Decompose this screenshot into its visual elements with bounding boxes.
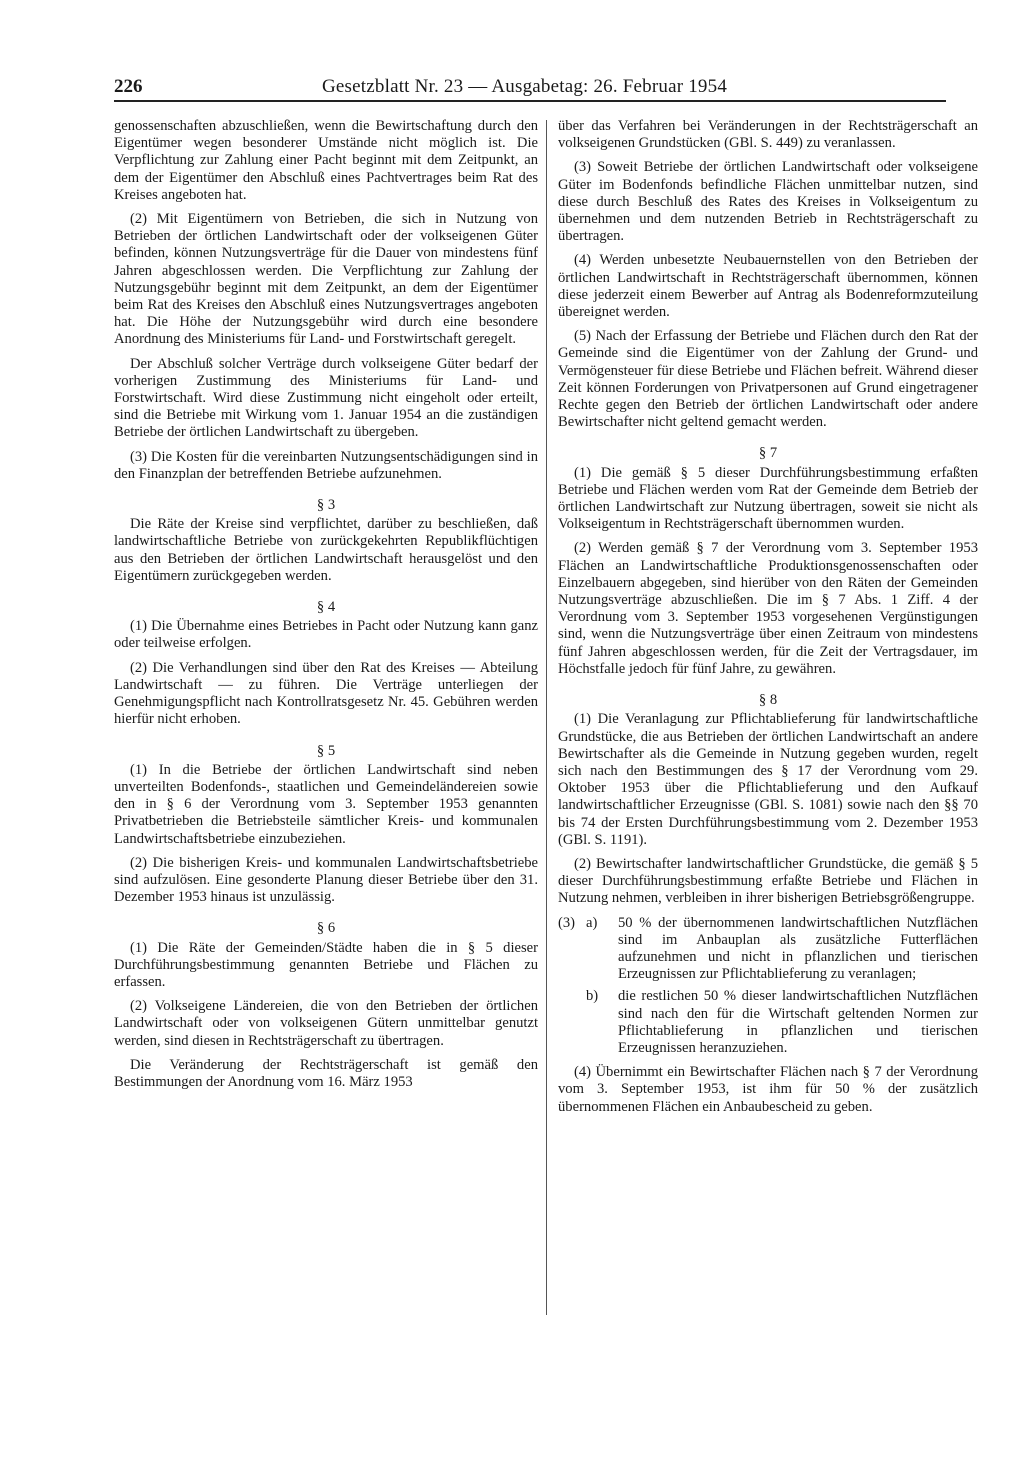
- paragraph: (1) Die Veranlagung zur Pflichtablieferung für landwirtschaftliche Grundstücke, die aus Betrieben der örtlichen Landwirtschaft an andere Bewirtschafter als die Gemeinde in Nutzung gegeben wurden, regelt sich nach den Bestimmungen des § 17 der Verordnung vom 29. Oktober 1953 über die Pflichtablieferung und den Aufkauf landwirtschaftlicher Erzeugnisse (GBl. S. 1081) sowie nach den §§ 70 bis 74 der Ersten Durchführungsbestimmung vom 2. Dezember 1953 (GBl. S. 1191).: [558, 711, 978, 848]
- paragraph: (2) Die Verhandlungen sind über den Rat des Kreises — Abteilung Landwirtschaft — zu führen. Die Verträge unterliegen der Genehmigungspflicht nach Kontrollratsgesetz Nr. 45. Gebühren werden hierfür nicht erhoben.: [114, 659, 538, 728]
- paragraph: (4) Übernimmt ein Bewirtschafter Flächen nach § 7 der Verordnung vom 3. September 1953, ist ihm für 50 % der zusätzlich übernommenen Flächen ein Anbaubescheid zu geben.: [558, 1064, 978, 1115]
- section-heading: § 3: [316, 497, 336, 514]
- paragraph: (2) Werden gemäß § 7 der Verordnung vom 3. September 1953 Flächen an Landwirtschaftliche Produktionsgenossenschaften oder Einzelbauern abgegeben, sind hierüber von den Räten der Gemeinden Nutzungsverträge abzuschließen. Die im § 7 Abs. 1 Ziff. 4 der Verordnung vom 3. September 1953 vorgesehenen Vergünstigungen sind, wenn die Nutzungsverträge über einen Zeitraum von mindestens fünf Jahren abgeschlossen werden, für die Zeit der Vertragsdauer, im Höchstfalle jedoch für fünf Jahre, zu gewähren.: [558, 540, 978, 677]
- section-heading: § 5: [316, 742, 336, 759]
- list-number: (3): [558, 914, 576, 931]
- paragraph: (1) Die gemäß § 5 dieser Durchführungsbestimmung erfaßten Betriebe und Flächen werden vom Rat der Gemeinde dem Betrieb der örtlichen Landwirtschaft zur Nutzung übertragen, soweit sie nicht als Volkseigentum in Rechtsträgerschaft übernommen wurden.: [558, 464, 978, 533]
- paragraph: (1) In die Betriebe der örtlichen Landwirtschaft sind neben unverteilten Bodenfonds-, staatlichen und Gemeindeländereien sowie den in § 6 der Verordnung vom 3. September 1953 genannten Privatbetrieben die Betriebsteile sämtlicher Kreis- und kommunalen Landwirtschaftsbetriebe einzubeziehen.: [114, 761, 538, 847]
- section-heading: § 7: [758, 445, 778, 462]
- right-column: [558, 118, 978, 1123]
- list-item-text: 50 % der übernommenen landwirtschaftlichen Nutzflächen sind im Anbauplan als zusätzliche Futterflächen aufzunehmen und nicht in pflanzlichen und tierischen Erzeugnissen zur Pflichtablieferung zu veranlagen;: [618, 914, 978, 983]
- paragraph: Die Veränderung der Rechtsträgerschaft ist gemäß den Bestimmungen der Anordnung vom 16. März 1953: [114, 1056, 538, 1090]
- paragraph: (3) Die Kosten für die vereinbarten Nutzungsentschädigungen sind in den Finanzplan der betreffenden Betriebe aufzunehmen.: [114, 448, 538, 482]
- section-heading: § 6: [316, 920, 336, 937]
- list-letter: a): [586, 914, 598, 931]
- page-title: Gesetzblatt Nr. 23 — Ausgabetag: 26. Februar 1954: [322, 76, 728, 97]
- paragraph: (2) Bewirtschafter landwirtschaftlicher Grundstücke, die gemäß § 5 dieser Durchführungsbestimmung erfaßte Betriebe und Flächen in Nutzung nehmen, verbleiben in ihrer bisherigen Betriebsgrößengruppe.: [558, 855, 978, 907]
- paragraph: (2) Volkseigene Ländereien, die von den Betrieben der örtlichen Landwirtschaft oder von volkseigenen Gütern unmittelbar genutzt werden, sind diesen in Rechtsträgerschaft zu übertragen.: [114, 998, 538, 1049]
- list-item: [558, 915, 978, 984]
- paragraph: genossenschaften abzuschließen, wenn die Bewirtschaftung durch den Eigentümer wegen besonderer Umstände nicht möglich ist. Die Verpflichtung zur Zahlung einer Pacht beginnt mit dem Zeitpunkt, an dem der Eigentümer den Abschluß eines Pachtvertrages beim Rat des Kreises angeboten hat.: [114, 118, 538, 203]
- column-divider: [546, 120, 547, 1315]
- paragraph: Der Abschluß solcher Verträge durch volkseigene Güter bedarf der vorherigen Zustimmung des Ministeriums für Land- und Forstwirtschaft. Wird diese Zustimmung nicht eingeholt oder erteilt, sind die Betriebe mit Wirkung vom 1. Januar 1954 an die zuständigen Betriebe der örtlichen Landwirtschaft zu übergeben.: [114, 355, 538, 441]
- left-column: [114, 118, 538, 1098]
- paragraph: (2) Die bisherigen Kreis- und kommunalen Landwirtschaftsbetriebe sind aufzulösen. Eine gesonderte Planung dieser Betriebe über den 31. Dezember 1953 hinaus ist unzulässig.: [114, 854, 538, 906]
- list-item: [558, 988, 978, 1057]
- paragraph: Die Räte der Kreise sind verpflichtet, darüber zu beschließen, daß landwirtschaftliche Betriebe von zurückgekehrten Republikflüchtigen aus den Betrieben der örtlichen Landwirtschaft herausgelöst und den Eigentümern zurückgegeben werden.: [114, 516, 538, 584]
- paragraph: (5) Nach der Erfassung der Betriebe und Flächen durch den Rat der Gemeinde sind die Eigentümer von der Zahlung der Grund- und Vermögensteuer für diese Betriebe und Flächen befreit. Während dieser Zeit können Forderungen von Privatpersonen auf Grund eingetragener Rechte gegen den Betrieb der örtlichen Landwirtschaft oder andere Bewirtschafter nicht geltend gemacht werden.: [558, 328, 978, 431]
- paragraph: über das Verfahren bei Veränderungen in der Rechtsträgerschaft an volkseigenen Grundstücken (GBl. S. 449) zu veranlassen.: [558, 118, 978, 152]
- paragraph: (2) Mit Eigentümern von Betrieben, die sich in Nutzung von Betrieben der örtlichen Landwirtschaft oder der volkseigenen Güter befinden, können Nutzungsverträge für die Dauer von mindestens fünf Jahren abgeschlossen werden. Die Verpflichtung zur Zahlung der Nutzungsgebühr beginnt mit dem Zeitpunkt, an dem der Eigentümer beim Rat des Kreises den Abschluß eines Nutzungsvertrages angeboten hat. Die Höhe der Nutzungsgebühr wird durch eine besondere Anordnung des Ministeriums für Land- und Forstwirtschaft geregelt.: [114, 211, 538, 348]
- page-number: 226: [114, 76, 143, 97]
- page-header: [114, 76, 946, 102]
- section-heading: § 8: [758, 692, 778, 709]
- paragraph: (1) Die Übernahme eines Betriebes in Pacht oder Nutzung kann ganz oder teilweise erfolgen.: [114, 618, 538, 652]
- list-item-text: die restlichen 50 % dieser landwirtschaftlichen Nutzflächen sind nach den für die Wirtschaft geltenden Normen zur Pflichtablieferung in pflanzlichen und tierischen Erzeugnissen heranzuziehen.: [618, 988, 978, 1056]
- list-letter: b): [586, 988, 599, 1005]
- paragraph: (1) Die Räte der Gemeinden/Städte haben die in § 5 dieser Durchführungsbestimmung genannten Betriebe und Flächen zu erfassen.: [114, 939, 538, 990]
- section-heading: § 4: [316, 599, 336, 616]
- paragraph: (4) Werden unbesetzte Neubauernstellen von den Betrieben der örtlichen Landwirtschaft in Rechtsträgerschaft übernommen, können diese jederzeit einem Bewerber auf Antrag als Bodenreformzuteilung übereignet werden.: [558, 252, 978, 321]
- paragraph: (3) Soweit Betriebe der örtlichen Landwirtschaft oder volkseigene Güter im Bodenfonds befindliche Flächen unmittelbar nutzen, sind diese durch Beschluß des Rates des Kreises in Volkseigentum zu übernehmen und dem nutzenden Betrieb in Rechtsträgerschaft zu übertragen.: [558, 159, 978, 245]
